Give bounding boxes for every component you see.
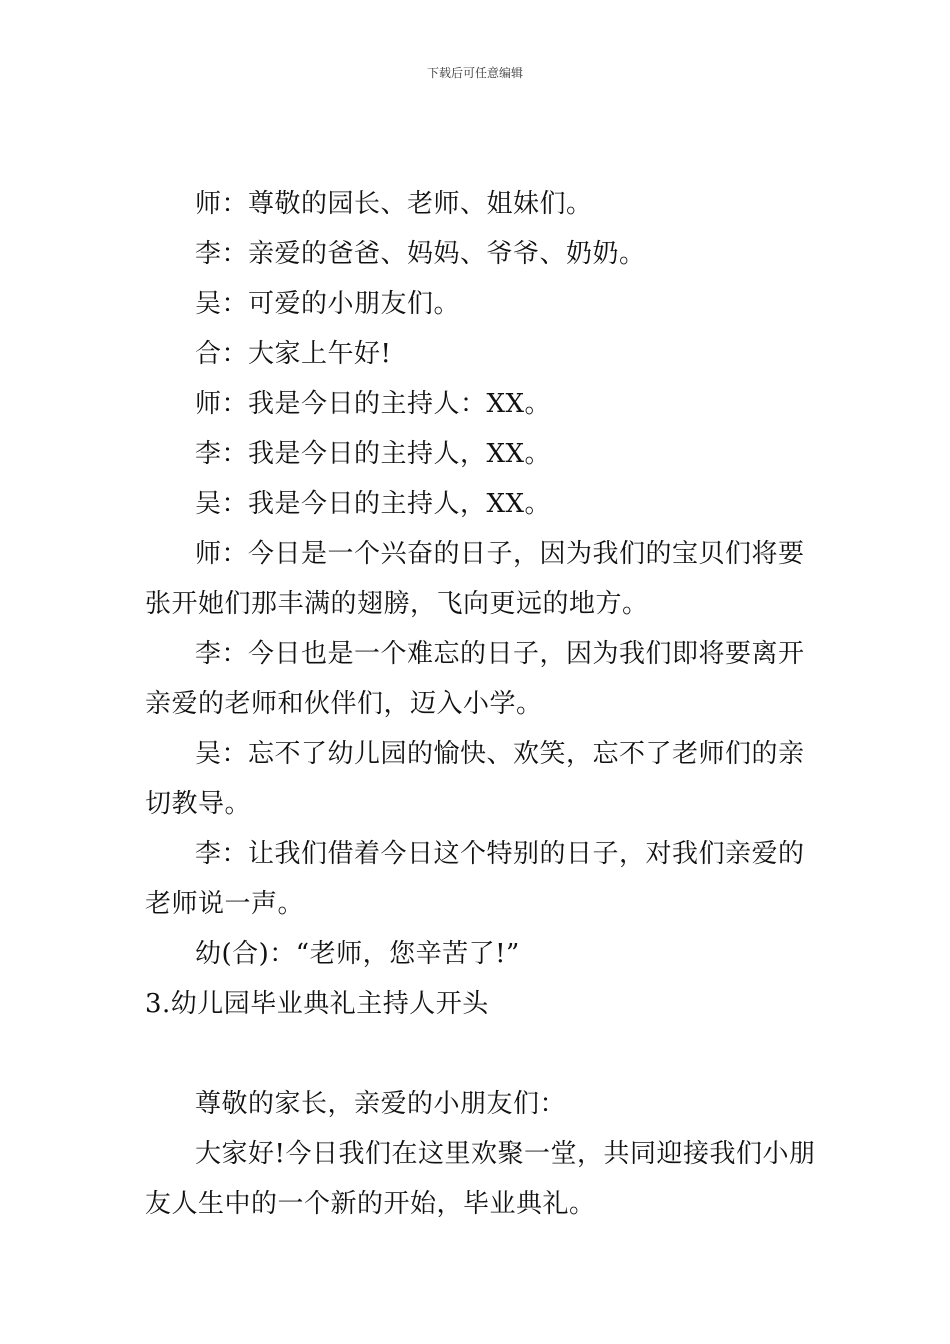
section-heading: 3.幼儿园毕业典礼主持人开头 [145, 989, 489, 1019]
dialogue-line: 老师说一声。 [145, 889, 305, 919]
speech-line: 大家好!今日我们在这里欢聚一堂，共同迎接我们小朋 [195, 1139, 816, 1169]
dialogue-line: 吴：我是今日的主持人，XX。 [195, 489, 552, 519]
page-header-note: 下载后可任意编辑 [426, 66, 523, 80]
dialogue-line: 师：今日是一个兴奋的日子，因为我们的宝贝们将要 [195, 539, 805, 569]
dialogue-line: 师：尊敬的园长、老师、姐妹们。 [195, 189, 593, 219]
speech-line: 友人生中的一个新的开始，毕业典礼。 [145, 1189, 596, 1219]
dialogue-line: 李：今日也是一个难忘的日子，因为我们即将要离开 [195, 639, 805, 669]
dialogue-line: 吴：可爱的小朋友们。 [195, 289, 461, 319]
dialogue-line: 李：我是今日的主持人，XX。 [195, 439, 552, 469]
speech-line: 尊敬的家长，亲爱的小朋友们： [195, 1089, 567, 1119]
dialogue-line: 切教导。 [145, 789, 252, 819]
dialogue-line: 张开她们那丰满的翅膀，飞向更远的地方。 [145, 589, 649, 619]
dialogue-line: 吴：忘不了幼儿园的愉快、欢笑，忘不了老师们的亲 [195, 739, 805, 769]
dialogue-line: 师：我是今日的主持人：XX。 [195, 389, 552, 419]
dialogue-line: 李：亲爱的爸爸、妈妈、爷爷、奶奶。 [195, 239, 646, 269]
dialogue-line: 幼(合)：“老师，您辛苦了!” [195, 939, 520, 969]
dialogue-line: 合：大家上午好! [195, 339, 392, 369]
dialogue-line: 李：让我们借着今日这个特别的日子，对我们亲爱的 [195, 839, 805, 869]
dialogue-line: 亲爱的老师和伙伴们，迈入小学。 [145, 689, 543, 719]
